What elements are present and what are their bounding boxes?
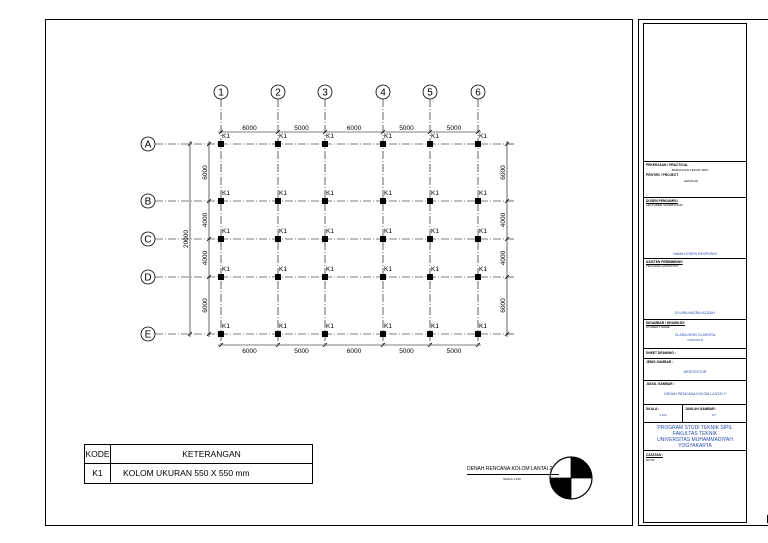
- column-label: K1: [384, 133, 392, 140]
- tb-proyek-value: SEKOLAH: [684, 179, 699, 183]
- column-label: K1: [279, 228, 287, 235]
- grid-label-col: 2: [275, 87, 281, 99]
- column-k1: [475, 141, 481, 147]
- column-k1: [427, 198, 433, 204]
- north-arrow-quadrant: [550, 478, 571, 499]
- column-k1: [475, 274, 481, 280]
- column-k1: [322, 331, 328, 337]
- column-k1: [218, 236, 224, 242]
- column-label: K1: [279, 266, 287, 273]
- column-label: K1: [279, 323, 287, 330]
- column-k1: [380, 274, 386, 280]
- tb-proyek-label: PROYEK / PROJECT: [646, 173, 679, 177]
- column-label: K1: [384, 190, 392, 197]
- tb-instansi-3: UNIVERSITAS MUHAMMADIYAH: [657, 437, 733, 443]
- tb-pekerjaan-value: BANGUNAN TEKNIK SIPIL: [672, 168, 709, 172]
- column-k1: [427, 236, 433, 242]
- dim-text-top: 6000: [242, 125, 257, 132]
- column-k1: [427, 331, 433, 337]
- dim-text-right: 4000: [500, 250, 507, 266]
- tb-skala-label: SKALA :: [646, 407, 660, 411]
- dim-text-left: 4000: [202, 250, 209, 266]
- column-k1: [218, 331, 224, 337]
- legend-header-row: [85, 445, 312, 464]
- tb-skala-value: 1:100: [659, 413, 667, 417]
- column-label: K1: [384, 266, 392, 273]
- north-arrow-quadrant: [571, 457, 592, 478]
- column-k1: [322, 274, 328, 280]
- dim-text-bottom: 6000: [346, 348, 362, 355]
- tb-asisten-sub: TEACHING ASSISTANT: [646, 264, 679, 268]
- column-label: K1: [326, 323, 334, 330]
- column-k1: [322, 198, 328, 204]
- drawing-title-underline: [467, 474, 559, 475]
- column-k1: [218, 141, 224, 147]
- grid-label-col: 6: [475, 87, 481, 99]
- tb-catatan-value: NOTE: [646, 458, 655, 462]
- column-label: K1: [479, 228, 487, 235]
- dim-text-left: 6000: [202, 165, 209, 180]
- column-label: K1: [222, 133, 230, 140]
- column-k1: [475, 236, 481, 242]
- column-label: K1: [384, 323, 392, 330]
- column-label: K1: [222, 323, 230, 330]
- dim-text-right: 6000: [500, 165, 507, 180]
- dim-text-right: 6000: [500, 298, 507, 313]
- grid-label-row: E: [144, 329, 152, 341]
- column-k1: [380, 331, 386, 337]
- column-k1: [218, 198, 224, 204]
- tb-mahasiswa-sub: STUDENT NAME: [646, 325, 670, 329]
- tb-mahasiswa-label: DIGAMBAR / DRAWN BY: [646, 321, 685, 325]
- legend-row: [85, 464, 312, 483]
- grid-label-row: D: [144, 272, 152, 284]
- column-label: K1: [431, 190, 439, 197]
- tb-dosen-label: DOSEN PENGAMPU: [646, 199, 678, 203]
- tb-catatan-label: CATATAN :: [646, 453, 663, 457]
- column-label: K1: [479, 323, 487, 330]
- column-label: K1: [431, 323, 439, 330]
- column-label: K1: [326, 133, 334, 140]
- grid-label-row: A: [144, 139, 152, 151]
- tb-jenis-value: ARSITEKTUR: [683, 370, 707, 374]
- tb-pekerjaan-label: PEKERJAAN / PRACTICAL: [646, 163, 689, 167]
- column-label: K1: [279, 190, 287, 197]
- tb-drawing-label: SHEET DRAWING :: [646, 351, 676, 355]
- column-k1: [380, 198, 386, 204]
- column-k1: [275, 236, 281, 242]
- dim-text-left: 4000: [202, 212, 209, 228]
- grid-label-col: 1: [218, 87, 224, 99]
- tb-instansi-1: PROGRAM STUDI TEKNIK SIPIL: [657, 425, 733, 431]
- tb-jenis-label: JENIS GAMBAR :: [646, 360, 674, 364]
- grid-label-col: 3: [322, 87, 328, 99]
- column-label: K1: [222, 266, 230, 273]
- tb-mahasiswa-value: CLARA DEWI CLARISTA: [674, 333, 716, 337]
- dim-text-top: 6000: [346, 125, 362, 132]
- column-label: K1: [431, 133, 439, 140]
- tb-judul-label: JUDUL GAMBAR :: [646, 382, 675, 386]
- column-label: K1: [326, 190, 334, 197]
- tb-instansi-2: FAKULTAS TEKNIK: [672, 431, 718, 437]
- drawing-scale: SKALA 1:100: [503, 477, 521, 481]
- column-label: K1: [431, 228, 439, 235]
- tb-dosen-value: NAMA DOSEN RESPONSI: [673, 252, 717, 256]
- tb-instansi-4: YOGYAKARTA: [678, 443, 712, 449]
- column-k1: [275, 274, 281, 280]
- column-k1: [380, 236, 386, 242]
- tb-asisten-label: ASISTEN PEMBIMBING: [646, 260, 683, 264]
- column-k1: [218, 274, 224, 280]
- tb-asisten-value: ELVIRA NAZRIA AZIZAH: [675, 311, 715, 315]
- column-k1: [380, 141, 386, 147]
- column-label: K1: [222, 190, 230, 197]
- dim-text-left: 6000: [202, 298, 209, 313]
- dim-text-bottom: 5000: [294, 348, 309, 355]
- legend-header-desc: KETERANGAN: [182, 449, 241, 459]
- column-label: K1: [326, 228, 334, 235]
- legend-header-code: KODE: [85, 445, 111, 463]
- column-k1: [322, 141, 328, 147]
- dim-text-bottom: 5000: [399, 348, 414, 355]
- column-label: K1: [384, 228, 392, 235]
- grid-label-col: 5: [427, 87, 433, 99]
- tb-mahasiswa-nim: 2018010TE: [687, 338, 703, 342]
- column-k1: [427, 274, 433, 280]
- dim-text-top: 5000: [294, 125, 309, 132]
- legend-row-code: K1: [85, 464, 111, 482]
- dim-text-bottom: 6000: [242, 348, 257, 355]
- column-k1: [275, 198, 281, 204]
- legend-table: [84, 444, 313, 484]
- column-k1: [427, 141, 433, 147]
- tb-lembar-label: JUMLAH GAMBAR :: [685, 407, 717, 411]
- column-label: K1: [326, 266, 334, 273]
- column-k1: [475, 198, 481, 204]
- legend-row-desc: KOLOM UKURAN 550 X 550 mm: [123, 468, 250, 478]
- tb-judul-value: DENAH RENCANA KOLOM LANTAI 2: [664, 392, 726, 396]
- grid-label-col: 4: [380, 87, 386, 99]
- dim-text-right: 4000: [500, 212, 507, 228]
- column-label: K1: [479, 190, 487, 197]
- column-label: K1: [222, 228, 230, 235]
- column-label: K1: [479, 133, 487, 140]
- column-label: K1: [479, 266, 487, 273]
- dim-text-total: 20000: [183, 229, 190, 249]
- column-label: K1: [431, 266, 439, 273]
- column-k1: [275, 141, 281, 147]
- grid-label-row: B: [144, 196, 152, 208]
- dim-text-top: 5000: [399, 125, 414, 132]
- grid-label-row: C: [144, 234, 152, 246]
- tb-dosen-sub: LECTURER SUPERVISOR: [646, 203, 683, 207]
- column-k1: [275, 331, 281, 337]
- dim-text-top: 5000: [446, 125, 462, 132]
- dim-text-bottom: 5000: [446, 348, 462, 355]
- column-k1: [475, 331, 481, 337]
- column-label: K1: [279, 133, 287, 140]
- drawing-title: DENAH RENCANA KOLOM LANTAI 2: [467, 466, 553, 472]
- column-k1: [322, 236, 328, 242]
- tb-lembar-value: 3/7: [711, 413, 717, 417]
